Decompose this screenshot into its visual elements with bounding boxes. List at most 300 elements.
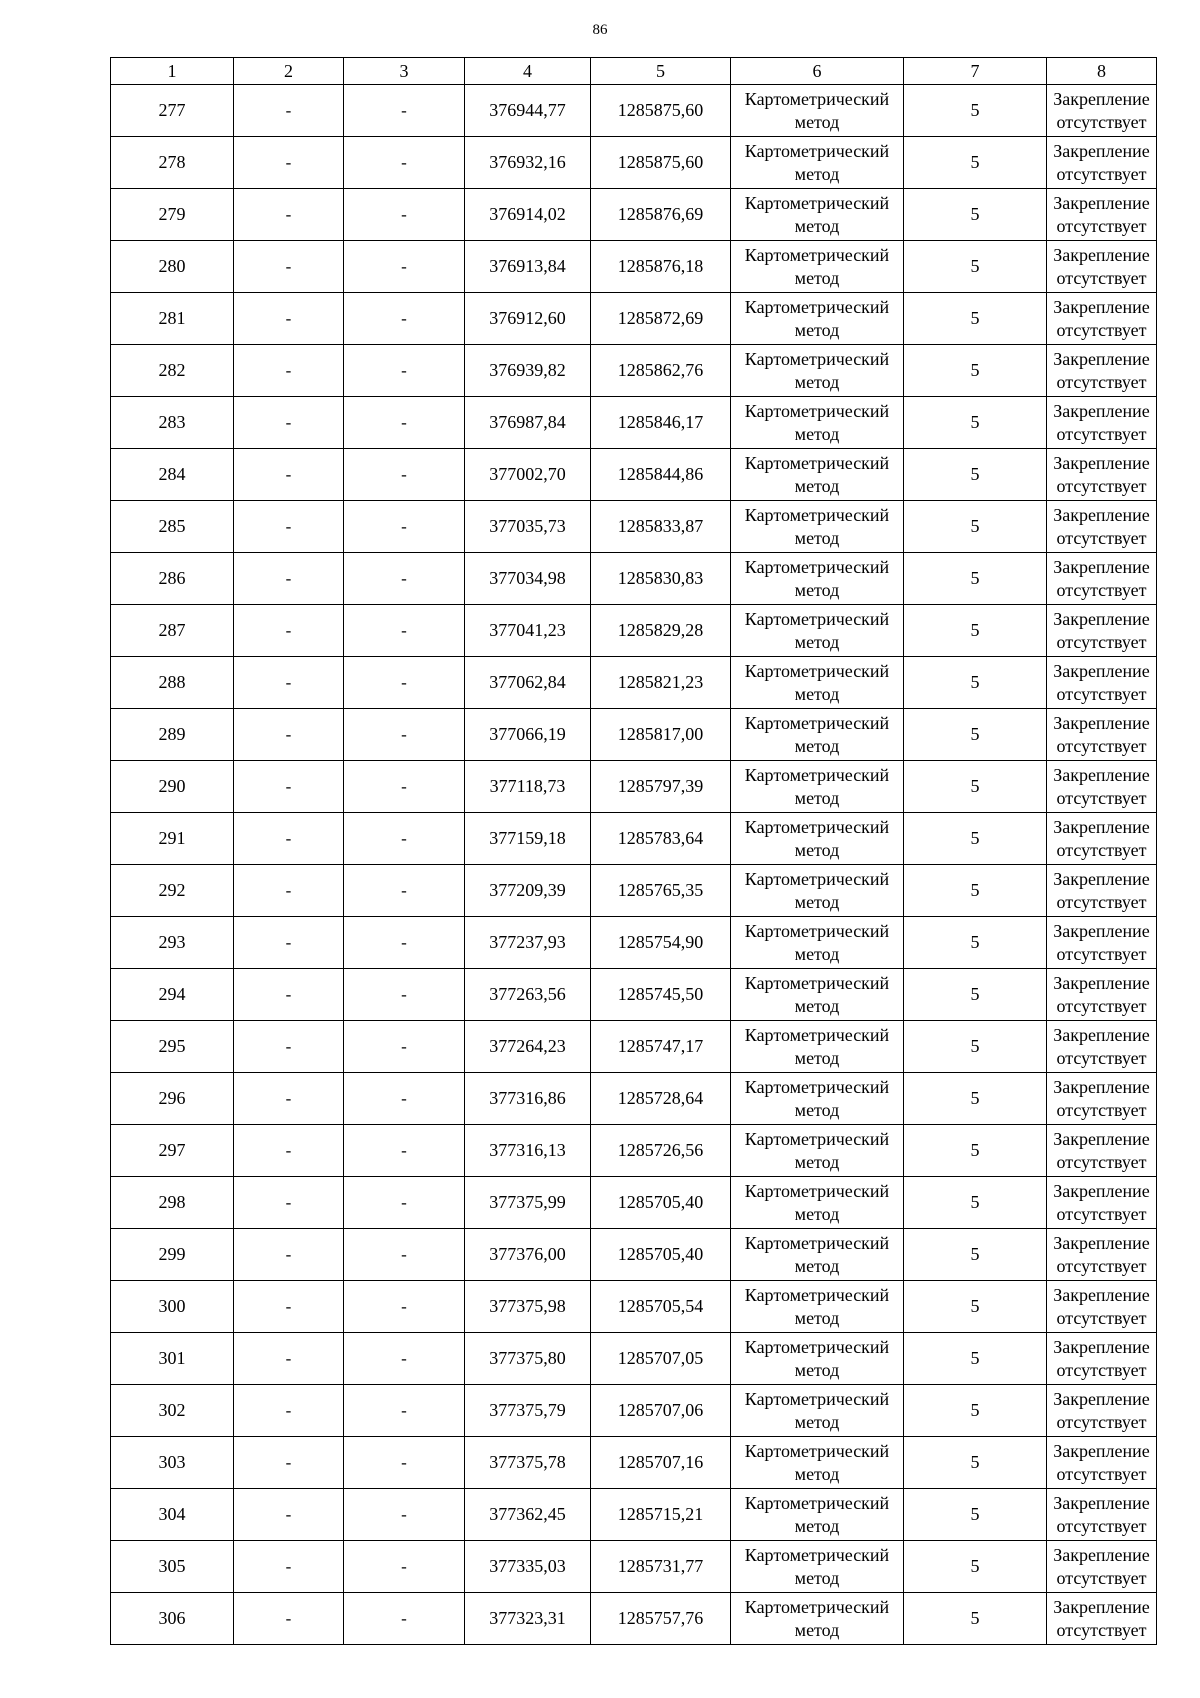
method-line-2: метод xyxy=(794,1515,840,1536)
method-cell xyxy=(731,865,904,917)
fixing-line-1: Закрепление xyxy=(1053,1128,1150,1149)
column-2-cell: - xyxy=(234,1073,344,1125)
fixing-cell xyxy=(1047,1281,1157,1333)
method-cell xyxy=(731,1021,904,1073)
point-number-cell: 282 xyxy=(111,345,234,397)
point-number-cell: 303 xyxy=(111,1437,234,1489)
y-coordinate-cell: 1285705,54 xyxy=(591,1281,731,1333)
column-2-cell: - xyxy=(234,397,344,449)
method-cell xyxy=(731,709,904,761)
point-number-cell: 296 xyxy=(111,1073,234,1125)
table-row xyxy=(111,397,1157,449)
accuracy-cell: 5 xyxy=(904,293,1047,345)
x-coordinate-cell: 377375,78 xyxy=(465,1437,591,1489)
fixing-cell xyxy=(1047,345,1157,397)
column-3-cell: - xyxy=(344,605,465,657)
method-line-1: Картометрический xyxy=(744,920,890,941)
fixing-line-2: отсутствует xyxy=(1056,735,1147,756)
fixing-line-2: отсутствует xyxy=(1056,1203,1147,1224)
method-line-2: метод xyxy=(794,475,840,496)
y-coordinate-cell: 1285707,06 xyxy=(591,1385,731,1437)
table-row xyxy=(111,1177,1157,1229)
table-row xyxy=(111,917,1157,969)
column-3-cell: - xyxy=(344,501,465,553)
fixing-cell xyxy=(1047,1021,1157,1073)
fixing-line-2: отсутствует xyxy=(1056,579,1147,600)
fixing-line-1: Закрепление xyxy=(1053,504,1150,525)
y-coordinate-cell: 1285872,69 xyxy=(591,293,731,345)
column-header: 7 xyxy=(904,58,1047,85)
method-line-1: Картометрический xyxy=(744,1232,890,1253)
table-row xyxy=(111,189,1157,241)
fixing-line-1: Закрепление xyxy=(1053,140,1150,161)
fixing-cell xyxy=(1047,189,1157,241)
column-header: 6 xyxy=(731,58,904,85)
y-coordinate-cell: 1285745,50 xyxy=(591,969,731,1021)
y-coordinate-cell: 1285829,28 xyxy=(591,605,731,657)
column-3-cell: - xyxy=(344,397,465,449)
column-2-cell: - xyxy=(234,969,344,1021)
fixing-line-1: Закрепление xyxy=(1053,452,1150,473)
table-body xyxy=(111,85,1157,1645)
method-cell xyxy=(731,501,904,553)
accuracy-cell: 5 xyxy=(904,709,1047,761)
method-line-1: Картометрический xyxy=(744,504,890,525)
fixing-line-1: Закрепление xyxy=(1053,1180,1150,1201)
method-line-1: Картометрический xyxy=(744,1440,890,1461)
point-number-cell: 285 xyxy=(111,501,234,553)
fixing-cell xyxy=(1047,137,1157,189)
table-row xyxy=(111,969,1157,1021)
accuracy-cell: 5 xyxy=(904,1073,1047,1125)
point-number-cell: 290 xyxy=(111,761,234,813)
accuracy-cell: 5 xyxy=(904,1125,1047,1177)
y-coordinate-cell: 1285731,77 xyxy=(591,1541,731,1593)
y-coordinate-cell: 1285754,90 xyxy=(591,917,731,969)
x-coordinate-cell: 376913,84 xyxy=(465,241,591,293)
column-3-cell: - xyxy=(344,865,465,917)
x-coordinate-cell: 376944,77 xyxy=(465,85,591,137)
fixing-line-1: Закрепление xyxy=(1053,1336,1150,1357)
x-coordinate-cell: 377002,70 xyxy=(465,449,591,501)
accuracy-cell: 5 xyxy=(904,137,1047,189)
column-2-cell: - xyxy=(234,1593,344,1645)
method-line-1: Картометрический xyxy=(744,140,890,161)
column-3-cell: - xyxy=(344,1541,465,1593)
fixing-line-1: Закрепление xyxy=(1053,400,1150,421)
x-coordinate-cell: 377209,39 xyxy=(465,865,591,917)
y-coordinate-cell: 1285862,76 xyxy=(591,345,731,397)
method-cell xyxy=(731,449,904,501)
fixing-line-1: Закрепление xyxy=(1053,348,1150,369)
method-line-1: Картометрический xyxy=(744,192,890,213)
accuracy-cell: 5 xyxy=(904,449,1047,501)
method-cell xyxy=(731,397,904,449)
fixing-line-2: отсутствует xyxy=(1056,787,1147,808)
x-coordinate-cell: 377237,93 xyxy=(465,917,591,969)
point-number-cell: 283 xyxy=(111,397,234,449)
method-line-1: Картометрический xyxy=(744,400,890,421)
method-line-1: Картометрический xyxy=(744,244,890,265)
accuracy-cell: 5 xyxy=(904,85,1047,137)
column-2-cell: - xyxy=(234,1281,344,1333)
table-row xyxy=(111,1593,1157,1645)
fixing-line-2: отсутствует xyxy=(1056,319,1147,340)
table-row xyxy=(111,345,1157,397)
table-row xyxy=(111,553,1157,605)
fixing-cell xyxy=(1047,865,1157,917)
fixing-line-2: отсутствует xyxy=(1056,1411,1147,1432)
column-2-cell: - xyxy=(234,1541,344,1593)
fixing-cell xyxy=(1047,1229,1157,1281)
table-row xyxy=(111,657,1157,709)
x-coordinate-cell: 377034,98 xyxy=(465,553,591,605)
column-2-cell: - xyxy=(234,1229,344,1281)
x-coordinate-cell: 377375,98 xyxy=(465,1281,591,1333)
accuracy-cell: 5 xyxy=(904,553,1047,605)
fixing-line-1: Закрепление xyxy=(1053,660,1150,681)
method-line-1: Картометрический xyxy=(744,1284,890,1305)
fixing-line-1: Закрепление xyxy=(1053,1388,1150,1409)
column-header: 5 xyxy=(591,58,731,85)
column-header: 4 xyxy=(465,58,591,85)
x-coordinate-cell: 377263,56 xyxy=(465,969,591,1021)
fixing-line-2: отсутствует xyxy=(1056,995,1147,1016)
fixing-line-2: отсутствует xyxy=(1056,1515,1147,1536)
fixing-cell xyxy=(1047,449,1157,501)
method-line-2: метод xyxy=(794,1255,840,1276)
method-line-1: Картометрический xyxy=(744,1336,890,1357)
table-row xyxy=(111,293,1157,345)
point-number-cell: 301 xyxy=(111,1333,234,1385)
method-line-2: метод xyxy=(794,631,840,652)
y-coordinate-cell: 1285875,60 xyxy=(591,85,731,137)
table-row xyxy=(111,85,1157,137)
column-2-cell: - xyxy=(234,1385,344,1437)
accuracy-cell: 5 xyxy=(904,865,1047,917)
method-line-2: метод xyxy=(794,423,840,444)
accuracy-cell: 5 xyxy=(904,761,1047,813)
table-row xyxy=(111,1229,1157,1281)
table-row xyxy=(111,1489,1157,1541)
point-number-cell: 300 xyxy=(111,1281,234,1333)
x-coordinate-cell: 376912,60 xyxy=(465,293,591,345)
fixing-line-2: отсутствует xyxy=(1056,1047,1147,1068)
method-cell xyxy=(731,1229,904,1281)
column-3-cell: - xyxy=(344,1021,465,1073)
table-row xyxy=(111,1021,1157,1073)
fixing-line-1: Закрепление xyxy=(1053,764,1150,785)
method-cell xyxy=(731,605,904,657)
column-2-cell: - xyxy=(234,189,344,241)
fixing-line-2: отсутствует xyxy=(1056,1619,1147,1640)
method-line-2: метод xyxy=(794,1307,840,1328)
x-coordinate-cell: 377041,23 xyxy=(465,605,591,657)
fixing-line-1: Закрепление xyxy=(1053,608,1150,629)
point-number-cell: 284 xyxy=(111,449,234,501)
accuracy-cell: 5 xyxy=(904,397,1047,449)
point-number-cell: 295 xyxy=(111,1021,234,1073)
table-header-row xyxy=(111,58,1157,85)
method-cell xyxy=(731,1177,904,1229)
method-line-1: Картометрический xyxy=(744,868,890,889)
accuracy-cell: 5 xyxy=(904,1541,1047,1593)
column-2-cell: - xyxy=(234,917,344,969)
column-2-cell: - xyxy=(234,501,344,553)
point-number-cell: 280 xyxy=(111,241,234,293)
point-number-cell: 302 xyxy=(111,1385,234,1437)
method-line-2: метод xyxy=(794,163,840,184)
method-line-2: метод xyxy=(794,1047,840,1068)
x-coordinate-cell: 376939,82 xyxy=(465,345,591,397)
fixing-cell xyxy=(1047,1177,1157,1229)
method-line-1: Картометрический xyxy=(744,88,890,109)
accuracy-cell: 5 xyxy=(904,345,1047,397)
y-coordinate-cell: 1285821,23 xyxy=(591,657,731,709)
column-3-cell: - xyxy=(344,657,465,709)
fixing-line-2: отсутствует xyxy=(1056,1359,1147,1380)
fixing-line-2: отсутствует xyxy=(1056,943,1147,964)
fixing-line-1: Закрепление xyxy=(1053,868,1150,889)
x-coordinate-cell: 376987,84 xyxy=(465,397,591,449)
method-cell xyxy=(731,1437,904,1489)
fixing-line-1: Закрепление xyxy=(1053,1492,1150,1513)
y-coordinate-cell: 1285765,35 xyxy=(591,865,731,917)
column-2-cell: - xyxy=(234,1489,344,1541)
method-line-1: Картометрический xyxy=(744,1180,890,1201)
table-row xyxy=(111,709,1157,761)
table-row xyxy=(111,1073,1157,1125)
method-cell xyxy=(731,969,904,1021)
fixing-cell xyxy=(1047,1489,1157,1541)
point-number-cell: 281 xyxy=(111,293,234,345)
point-number-cell: 305 xyxy=(111,1541,234,1593)
method-cell xyxy=(731,657,904,709)
method-cell xyxy=(731,345,904,397)
fixing-line-1: Закрепление xyxy=(1053,556,1150,577)
method-cell xyxy=(731,1333,904,1385)
accuracy-cell: 5 xyxy=(904,1489,1047,1541)
column-3-cell: - xyxy=(344,137,465,189)
accuracy-cell: 5 xyxy=(904,189,1047,241)
fixing-cell xyxy=(1047,761,1157,813)
accuracy-cell: 5 xyxy=(904,1385,1047,1437)
x-coordinate-cell: 377316,86 xyxy=(465,1073,591,1125)
x-coordinate-cell: 377362,45 xyxy=(465,1489,591,1541)
y-coordinate-cell: 1285747,17 xyxy=(591,1021,731,1073)
column-3-cell: - xyxy=(344,1489,465,1541)
method-line-2: метод xyxy=(794,683,840,704)
point-number-cell: 293 xyxy=(111,917,234,969)
column-2-cell: - xyxy=(234,761,344,813)
fixing-cell xyxy=(1047,1437,1157,1489)
fixing-cell xyxy=(1047,1333,1157,1385)
fixing-cell xyxy=(1047,1073,1157,1125)
fixing-cell xyxy=(1047,605,1157,657)
method-cell xyxy=(731,813,904,865)
y-coordinate-cell: 1285844,86 xyxy=(591,449,731,501)
column-3-cell: - xyxy=(344,293,465,345)
column-header: 8 xyxy=(1047,58,1157,85)
x-coordinate-cell: 377264,23 xyxy=(465,1021,591,1073)
method-line-1: Картометрический xyxy=(744,972,890,993)
method-line-2: метод xyxy=(794,943,840,964)
y-coordinate-cell: 1285783,64 xyxy=(591,813,731,865)
point-number-cell: 294 xyxy=(111,969,234,1021)
column-3-cell: - xyxy=(344,969,465,1021)
accuracy-cell: 5 xyxy=(904,917,1047,969)
point-number-cell: 304 xyxy=(111,1489,234,1541)
fixing-line-2: отсутствует xyxy=(1056,371,1147,392)
accuracy-cell: 5 xyxy=(904,241,1047,293)
method-line-1: Картометрический xyxy=(744,712,890,733)
table-row xyxy=(111,1125,1157,1177)
fixing-line-1: Закрепление xyxy=(1053,192,1150,213)
fixing-line-2: отсутствует xyxy=(1056,111,1147,132)
x-coordinate-cell: 377062,84 xyxy=(465,657,591,709)
x-coordinate-cell: 377118,73 xyxy=(465,761,591,813)
column-header: 3 xyxy=(344,58,465,85)
x-coordinate-cell: 377159,18 xyxy=(465,813,591,865)
method-line-2: метод xyxy=(794,1411,840,1432)
method-line-2: метод xyxy=(794,735,840,756)
method-line-2: метод xyxy=(794,1099,840,1120)
fixing-line-2: отсутствует xyxy=(1056,1099,1147,1120)
column-2-cell: - xyxy=(234,241,344,293)
column-3-cell: - xyxy=(344,553,465,605)
y-coordinate-cell: 1285875,60 xyxy=(591,137,731,189)
fixing-line-1: Закрепление xyxy=(1053,972,1150,993)
accuracy-cell: 5 xyxy=(904,657,1047,709)
fixing-cell xyxy=(1047,501,1157,553)
method-line-2: метод xyxy=(794,1203,840,1224)
method-line-2: метод xyxy=(794,787,840,808)
method-cell xyxy=(731,241,904,293)
fixing-line-2: отсутствует xyxy=(1056,1151,1147,1172)
x-coordinate-cell: 377335,03 xyxy=(465,1541,591,1593)
method-line-1: Картометрический xyxy=(744,452,890,473)
method-cell xyxy=(731,1593,904,1645)
method-cell xyxy=(731,1073,904,1125)
method-line-1: Картометрический xyxy=(744,1024,890,1045)
method-cell xyxy=(731,1281,904,1333)
fixing-cell xyxy=(1047,917,1157,969)
column-2-cell: - xyxy=(234,449,344,501)
fixing-line-2: отсутствует xyxy=(1056,475,1147,496)
point-number-cell: 287 xyxy=(111,605,234,657)
fixing-cell xyxy=(1047,1593,1157,1645)
point-number-cell: 289 xyxy=(111,709,234,761)
y-coordinate-cell: 1285707,16 xyxy=(591,1437,731,1489)
x-coordinate-cell: 377375,80 xyxy=(465,1333,591,1385)
fixing-cell xyxy=(1047,1385,1157,1437)
point-number-cell: 286 xyxy=(111,553,234,605)
method-line-2: метод xyxy=(794,215,840,236)
y-coordinate-cell: 1285726,56 xyxy=(591,1125,731,1177)
fixing-line-1: Закрепление xyxy=(1053,1440,1150,1461)
fixing-cell xyxy=(1047,1125,1157,1177)
fixing-line-1: Закрепление xyxy=(1053,1024,1150,1045)
fixing-line-2: отсутствует xyxy=(1056,163,1147,184)
fixing-line-2: отсутствует xyxy=(1056,1255,1147,1276)
column-2-cell: - xyxy=(234,1125,344,1177)
column-2-cell: - xyxy=(234,1177,344,1229)
y-coordinate-cell: 1285707,05 xyxy=(591,1333,731,1385)
fixing-cell xyxy=(1047,553,1157,605)
fixing-line-2: отсутствует xyxy=(1056,1307,1147,1328)
point-number-cell: 298 xyxy=(111,1177,234,1229)
fixing-line-2: отсутствует xyxy=(1056,527,1147,548)
fixing-line-2: отсутствует xyxy=(1056,423,1147,444)
y-coordinate-cell: 1285817,00 xyxy=(591,709,731,761)
y-coordinate-cell: 1285797,39 xyxy=(591,761,731,813)
method-line-2: метод xyxy=(794,527,840,548)
method-line-1: Картометрический xyxy=(744,816,890,837)
table-row xyxy=(111,813,1157,865)
method-line-1: Картометрический xyxy=(744,608,890,629)
column-3-cell: - xyxy=(344,1385,465,1437)
fixing-cell xyxy=(1047,85,1157,137)
table-row xyxy=(111,241,1157,293)
column-3-cell: - xyxy=(344,1333,465,1385)
point-number-cell: 306 xyxy=(111,1593,234,1645)
method-cell xyxy=(731,761,904,813)
point-number-cell: 279 xyxy=(111,189,234,241)
accuracy-cell: 5 xyxy=(904,969,1047,1021)
fixing-line-1: Закрепление xyxy=(1053,1544,1150,1565)
y-coordinate-cell: 1285876,69 xyxy=(591,189,731,241)
accuracy-cell: 5 xyxy=(904,501,1047,553)
fixing-line-1: Закрепление xyxy=(1053,712,1150,733)
method-line-2: метод xyxy=(794,1359,840,1380)
accuracy-cell: 5 xyxy=(904,1021,1047,1073)
y-coordinate-cell: 1285876,18 xyxy=(591,241,731,293)
y-coordinate-cell: 1285833,87 xyxy=(591,501,731,553)
method-cell xyxy=(731,553,904,605)
point-number-cell: 278 xyxy=(111,137,234,189)
column-2-cell: - xyxy=(234,345,344,397)
column-2-cell: - xyxy=(234,813,344,865)
method-cell xyxy=(731,189,904,241)
point-number-cell: 299 xyxy=(111,1229,234,1281)
x-coordinate-cell: 377035,73 xyxy=(465,501,591,553)
point-number-cell: 277 xyxy=(111,85,234,137)
accuracy-cell: 5 xyxy=(904,1437,1047,1489)
method-cell xyxy=(731,137,904,189)
method-line-2: метод xyxy=(794,839,840,860)
point-number-cell: 297 xyxy=(111,1125,234,1177)
column-2-cell: - xyxy=(234,865,344,917)
accuracy-cell: 5 xyxy=(904,605,1047,657)
table-row xyxy=(111,137,1157,189)
column-2-cell: - xyxy=(234,85,344,137)
column-3-cell: - xyxy=(344,813,465,865)
table-row xyxy=(111,1385,1157,1437)
column-header: 2 xyxy=(234,58,344,85)
method-line-2: метод xyxy=(794,995,840,1016)
y-coordinate-cell: 1285846,17 xyxy=(591,397,731,449)
column-3-cell: - xyxy=(344,917,465,969)
table-row xyxy=(111,1333,1157,1385)
x-coordinate-cell: 377375,99 xyxy=(465,1177,591,1229)
y-coordinate-cell: 1285705,40 xyxy=(591,1229,731,1281)
table-row xyxy=(111,449,1157,501)
method-line-1: Картометрический xyxy=(744,1492,890,1513)
fixing-cell xyxy=(1047,397,1157,449)
column-3-cell: - xyxy=(344,1177,465,1229)
fixing-line-1: Закрепление xyxy=(1053,1596,1150,1617)
method-line-2: метод xyxy=(794,319,840,340)
